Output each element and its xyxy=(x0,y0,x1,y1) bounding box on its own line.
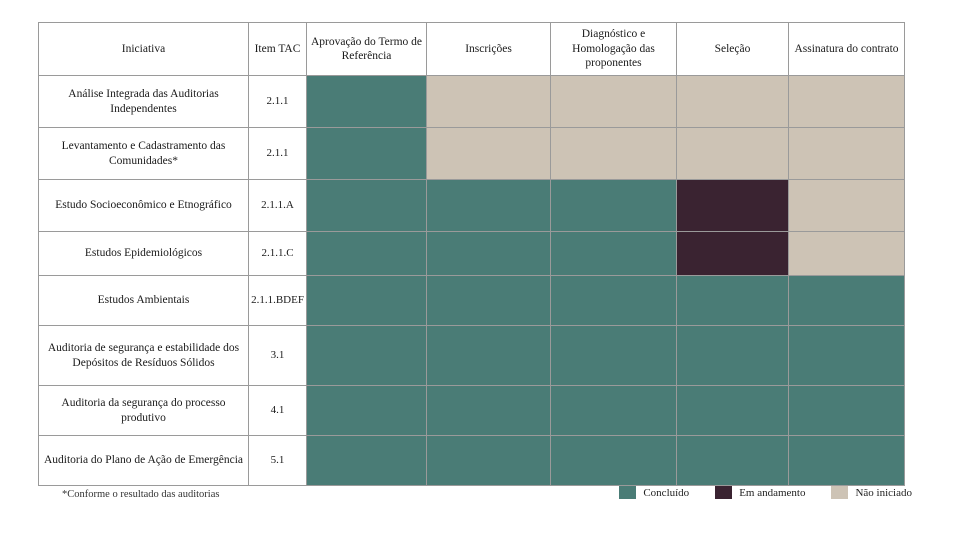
status-cell xyxy=(307,326,427,386)
status-cell xyxy=(551,276,677,326)
status-cell xyxy=(307,386,427,436)
status-cell xyxy=(427,76,551,128)
status-cell xyxy=(677,128,789,180)
matrix-body xyxy=(39,76,905,486)
legend xyxy=(619,486,912,499)
status-cell xyxy=(551,436,677,486)
column-header: Item TAC xyxy=(249,23,307,76)
status-cell xyxy=(789,76,905,128)
legend-item xyxy=(715,486,805,499)
status-cell xyxy=(551,128,677,180)
initiative-label: Estudos Epidemiológicos xyxy=(39,232,249,276)
legend-swatch xyxy=(619,486,636,499)
status-cell xyxy=(789,436,905,486)
status-cell xyxy=(789,232,905,276)
matrix-header xyxy=(39,23,905,76)
initiative-label: Auditoria de segurança e estabilidade dos Depósitos de Resíduos Sólidos xyxy=(39,326,249,386)
initiative-label: Estudos Ambientais xyxy=(39,276,249,326)
status-cell xyxy=(307,276,427,326)
item-tac-value: 5.1 xyxy=(249,436,307,486)
legend-item xyxy=(831,486,912,499)
initiative-label: Auditoria da segurança do processo produtivo xyxy=(39,386,249,436)
item-tac-value: 2.1.1.BDEF xyxy=(249,276,307,326)
status-cell xyxy=(551,180,677,232)
table-row xyxy=(39,76,905,128)
status-cell xyxy=(789,180,905,232)
initiative-label: Levantamento e Cadastramento das Comunidades* xyxy=(39,128,249,180)
table-row xyxy=(39,180,905,232)
status-cell xyxy=(677,386,789,436)
status-cell xyxy=(677,232,789,276)
column-header: Diagnóstico e Homologação das proponentes xyxy=(551,23,677,76)
status-matrix xyxy=(38,22,904,486)
status-cell xyxy=(677,276,789,326)
status-cell xyxy=(307,232,427,276)
status-cell xyxy=(427,128,551,180)
status-cell xyxy=(677,326,789,386)
column-header: Inscrições xyxy=(427,23,551,76)
status-cell xyxy=(677,180,789,232)
initiative-label: Auditoria do Plano de Ação de Emergência xyxy=(39,436,249,486)
status-cell xyxy=(677,76,789,128)
table-row xyxy=(39,386,905,436)
status-cell xyxy=(307,128,427,180)
status-cell xyxy=(551,76,677,128)
column-header: Aprovação do Termo de Referência xyxy=(307,23,427,76)
status-cell xyxy=(427,386,551,436)
status-cell xyxy=(307,76,427,128)
legend-label: Em andamento xyxy=(739,486,806,499)
item-tac-value: 2.1.1.A xyxy=(249,180,307,232)
status-matrix-table xyxy=(38,22,905,486)
table-row xyxy=(39,436,905,486)
table-row xyxy=(39,326,905,386)
column-header: Seleção xyxy=(677,23,789,76)
status-cell xyxy=(677,436,789,486)
legend-item xyxy=(619,486,689,499)
item-tac-value: 3.1 xyxy=(249,326,307,386)
item-tac-value: 2.1.1 xyxy=(249,128,307,180)
table-row xyxy=(39,128,905,180)
item-tac-value: 2.1.1 xyxy=(249,76,307,128)
status-cell xyxy=(427,232,551,276)
status-cell xyxy=(551,326,677,386)
status-cell xyxy=(307,436,427,486)
footnote: *Conforme o resultado das auditorias xyxy=(62,489,220,500)
column-header: Iniciativa xyxy=(39,23,249,76)
header-row xyxy=(39,23,905,76)
status-cell xyxy=(789,276,905,326)
initiative-label: Estudo Socioeconômico e Etnográfico xyxy=(39,180,249,232)
status-cell xyxy=(551,386,677,436)
column-header: Assinatura do contrato xyxy=(789,23,905,76)
status-cell xyxy=(551,232,677,276)
table-row xyxy=(39,232,905,276)
legend-swatch xyxy=(715,486,732,499)
status-cell xyxy=(307,180,427,232)
initiative-label: Análise Integrada das Auditorias Independentes xyxy=(39,76,249,128)
status-cell xyxy=(427,436,551,486)
table-row xyxy=(39,276,905,326)
legend-label: Concluído xyxy=(643,486,690,499)
item-tac-value: 4.1 xyxy=(249,386,307,436)
item-tac-value: 2.1.1.C xyxy=(249,232,307,276)
status-cell xyxy=(789,128,905,180)
legend-swatch xyxy=(831,486,848,499)
status-cell xyxy=(427,326,551,386)
status-cell xyxy=(789,326,905,386)
status-cell xyxy=(789,386,905,436)
legend-label: Não iniciado xyxy=(855,486,912,499)
status-cell xyxy=(427,180,551,232)
status-cell xyxy=(427,276,551,326)
